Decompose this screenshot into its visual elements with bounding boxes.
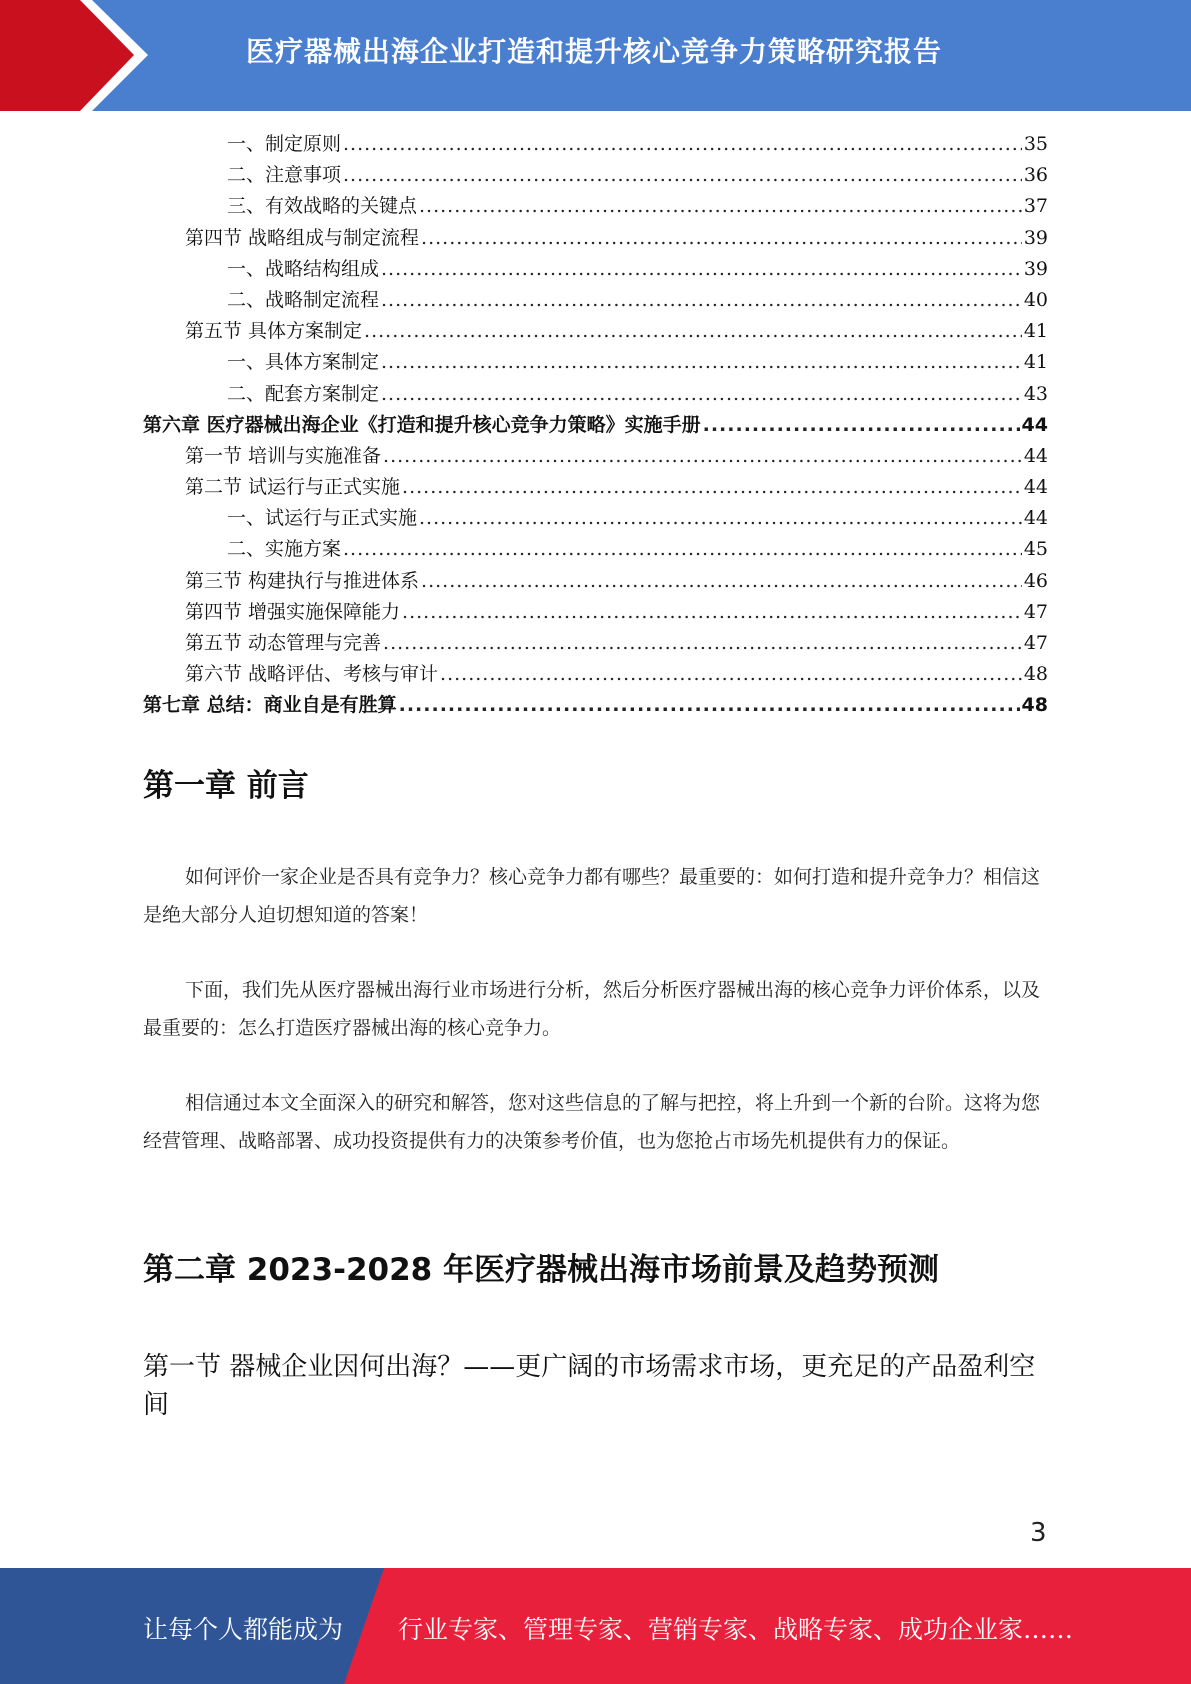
toc-dot-leader xyxy=(381,285,1022,316)
toc-dot-leader xyxy=(381,254,1022,285)
paragraph: 下面，我们先从医疗器械出海行业市场进行分析，然后分析医疗器械出海的核心竞争力评价体系，以及最重要的：怎么打造医疗器械出海的核心竞争力。 xyxy=(143,979,1041,1039)
toc-dot-leader xyxy=(402,597,1022,628)
toc-entry[interactable] xyxy=(143,472,1048,503)
toc-dot-leader xyxy=(383,441,1022,472)
toc-dot-leader xyxy=(381,347,1022,378)
table-of-contents xyxy=(143,129,1048,722)
toc-entry-page: 41 xyxy=(1023,351,1048,374)
toc-entry-title: 第四节 战略组成与制定流程 xyxy=(185,226,420,249)
toc-entry[interactable] xyxy=(143,441,1048,472)
paragraph: 如何评价一家企业是否具有竞争力？核心竞争力都有哪些？最重要的：如何打造和提升竞争力？相信这是绝大部分人迫切想知道的答案！ xyxy=(143,866,1041,926)
toc-entry-page: 48 xyxy=(1021,694,1048,717)
toc-entry-title: 一、制定原则 xyxy=(227,133,342,155)
toc-entry-page: 40 xyxy=(1023,288,1048,311)
header-arrow-decoration xyxy=(0,0,160,111)
toc-entry[interactable] xyxy=(143,566,1048,597)
toc-entry-title: 第六章 医疗器械出海企业《打造和提升核心竞争力策略》实施手册 xyxy=(143,413,701,436)
toc-entry-title: 第三节 构建执行与推进体系 xyxy=(185,569,420,592)
toc-entry-page: 48 xyxy=(1023,663,1048,686)
toc-dot-leader xyxy=(421,566,1022,597)
toc-entry-title: 二、注意事项 xyxy=(227,164,342,187)
toc-entry[interactable] xyxy=(143,223,1048,254)
toc-entry-page: 43 xyxy=(1023,382,1048,405)
toc-entry-title: 第四节 增强实施保障能力 xyxy=(185,600,401,623)
toc-entry[interactable] xyxy=(143,690,1048,721)
toc-entry-title: 二、实施方案 xyxy=(227,538,342,561)
footer-slogan-left: 让每个人都能成为 xyxy=(143,1615,344,1644)
toc-entry-page: 47 xyxy=(1023,600,1048,623)
toc-entry-page: 39 xyxy=(1023,257,1048,280)
toc-dot-leader xyxy=(343,160,1022,191)
toc-entry-page: 44 xyxy=(1023,476,1048,499)
toc-entry-title: 二、配套方案制定 xyxy=(227,382,380,405)
toc-dot-leader xyxy=(402,472,1022,503)
paragraph: 相信通过本文全面深入的研究和解答，您对这些信息的了解与把控，将上升到一个新的台阶。这将为您经营管理、战略部署、成功投资提供有力的决策参考价值，也为您抢占市场先机提供有力的保证。 xyxy=(143,1092,1041,1152)
toc-entry-title: 第五节 具体方案制定 xyxy=(185,320,363,343)
toc-dot-leader xyxy=(421,223,1022,254)
toc-dot-leader xyxy=(399,690,1020,721)
toc-entry-title: 一、具体方案制定 xyxy=(227,351,380,374)
page-number: 3 xyxy=(1030,1518,1047,1548)
toc-entry[interactable] xyxy=(143,160,1048,191)
toc-entry-title: 第二节 试运行与正式实施 xyxy=(185,476,401,499)
toc-entry-page: 47 xyxy=(1023,632,1048,654)
toc-entry-title: 一、战略结构组成 xyxy=(227,257,380,280)
toc-entry[interactable] xyxy=(143,285,1048,316)
toc-entry-page: 44 xyxy=(1023,444,1048,467)
toc-dot-leader xyxy=(364,316,1022,347)
toc-dot-leader xyxy=(419,503,1022,534)
toc-entry-page: 45 xyxy=(1023,538,1048,561)
toc-dot-leader xyxy=(343,534,1022,565)
toc-dot-leader xyxy=(419,191,1022,222)
toc-dot-leader xyxy=(383,628,1022,659)
toc-entry[interactable] xyxy=(143,129,1048,160)
report-title: 医疗器械出海企业打造和提升核心竞争力策略研究报告 xyxy=(246,35,943,68)
toc-entry-page: 46 xyxy=(1023,569,1048,592)
toc-entry[interactable] xyxy=(143,254,1048,285)
toc-entry[interactable] xyxy=(143,379,1048,410)
toc-entry-page: 44 xyxy=(1023,507,1048,530)
toc-entry-title: 二、战略制定流程 xyxy=(227,288,380,311)
toc-entry-page: 44 xyxy=(1021,413,1048,436)
page-footer xyxy=(0,1568,1191,1684)
toc-entry-title: 三、有效战略的关键点 xyxy=(227,195,418,218)
toc-entry-title: 一、试运行与正式实施 xyxy=(227,507,418,530)
toc-entry[interactable] xyxy=(143,347,1048,378)
toc-entry-title: 第一节 培训与实施准备 xyxy=(185,444,382,467)
toc-dot-leader xyxy=(381,379,1022,410)
toc-entry[interactable] xyxy=(143,191,1048,222)
toc-entry-page: 41 xyxy=(1023,320,1048,343)
toc-entry[interactable] xyxy=(143,628,1048,659)
toc-dot-leader xyxy=(703,410,1020,441)
toc-dot-leader xyxy=(343,129,1022,160)
chapter-2-title: 第二章 2023-2028 年医疗器械出海市场前景及趋势预测 xyxy=(143,1252,940,1288)
toc-entry-title: 第五节 动态管理与完善 xyxy=(185,632,382,654)
toc-dot-leader xyxy=(440,659,1022,690)
section-1-title: 第一节 器械企业因何出海？——更广阔的市场需求市场，更充足的产品盈利空间 xyxy=(143,1352,1036,1420)
page-header xyxy=(0,0,1191,111)
toc-entry-page: 39 xyxy=(1023,226,1048,249)
footer-slogan-right: 行业专家、管理专家、营销专家、战略专家、成功企业家…… xyxy=(398,1615,1074,1644)
toc-entry[interactable] xyxy=(143,503,1048,534)
toc-entry-page: 37 xyxy=(1023,195,1048,218)
toc-entry[interactable] xyxy=(143,659,1048,690)
toc-entry[interactable] xyxy=(143,316,1048,347)
toc-entry[interactable] xyxy=(143,410,1048,441)
toc-entry[interactable] xyxy=(143,597,1048,628)
toc-entry-title: 第六节 战略评估、考核与审计 xyxy=(185,663,439,686)
toc-entry-title: 第七章 总结：商业自是有胜算 xyxy=(143,694,397,717)
toc-entry-page: 36 xyxy=(1023,164,1048,187)
chapter-1-title: 第一章 前言 xyxy=(143,768,309,804)
toc-entry[interactable] xyxy=(143,534,1048,565)
toc-entry-page: 35 xyxy=(1023,133,1048,155)
